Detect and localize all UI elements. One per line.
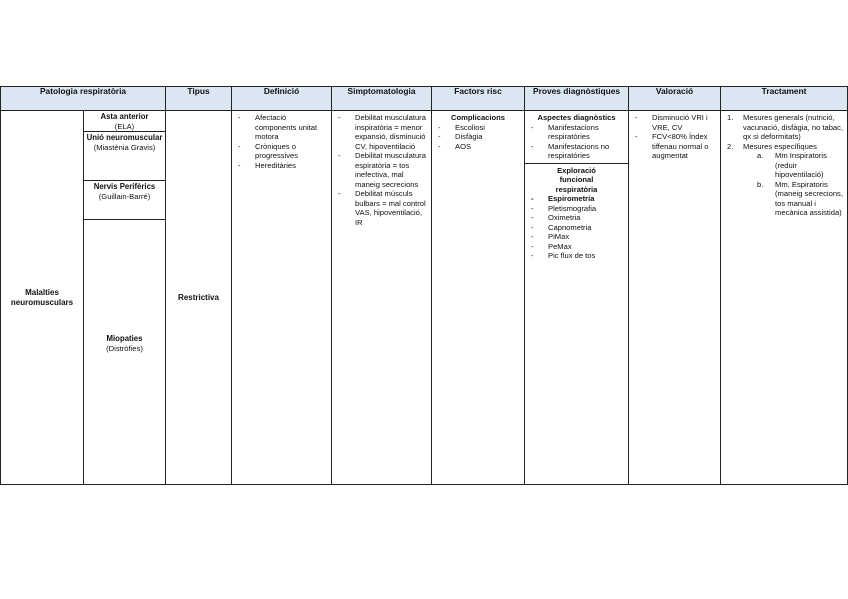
subtype-ela: Asta anterior (ELA) xyxy=(84,111,165,132)
subtypes-cell xyxy=(84,111,166,485)
sub-list xyxy=(721,151,845,218)
simptomatologia-cell xyxy=(332,111,432,485)
table-row xyxy=(1,111,848,485)
header-valoracio: Valoració xyxy=(629,87,721,111)
list-item: - PiMax xyxy=(525,232,628,242)
header-tractament: Tractament xyxy=(721,87,848,111)
aspectes-heading: Aspectes diagnòstics xyxy=(537,113,616,122)
subtype-miastenia: Unió neuromuscular (Miastènia Gravis) xyxy=(84,132,165,181)
pathology-table xyxy=(0,86,848,485)
list-item: 2. Mesures específiques xyxy=(727,141,817,151)
tipus-cell: Restrictiva xyxy=(166,111,232,485)
list-item: - FCV<80% Índex tiffenau normal o augmentat xyxy=(629,132,720,161)
list-item: - Oximetria xyxy=(525,213,628,223)
proves-cell xyxy=(525,111,629,485)
header-row xyxy=(1,87,848,111)
factors-cell xyxy=(432,111,525,485)
header-simptomatologia: Simptomatologia xyxy=(332,87,432,111)
list-item: - Hereditàries xyxy=(232,161,331,171)
header-factors: Factors risc xyxy=(432,87,525,111)
list-item: - AOS xyxy=(432,142,524,152)
list-item: a. Mm Inspiratoris (reduir hipoventilació) xyxy=(757,151,827,179)
list-item: - Escoliosi xyxy=(432,123,524,133)
list-item: - Debilitat musculatura inspiratòria = menor expansió, disminució CV, hipoventilació xyxy=(332,113,431,151)
tractament-cell xyxy=(721,111,848,485)
list-item: 1. Mesures generals (nutrició, vacunació, disfàgia, no tabac, qx si deformitats) xyxy=(727,113,844,141)
pathology-name: Malalties neuromusculars xyxy=(1,111,84,485)
header-proves: Proves diagnòstiques xyxy=(525,87,629,111)
list-item: - Afectació components unitat motora xyxy=(232,113,331,142)
subtype-miopaties: Miopaties (Distròfies) xyxy=(106,334,143,353)
list-item: - Capnometria xyxy=(525,223,628,233)
list-item: b. Mm. Espiratoris (maneig secrecions, tos manual i mecànica assistida) xyxy=(757,179,843,217)
exploracio-heading: Exploració funcional respiratòria xyxy=(555,165,598,194)
subtype-guillain: Nervis Perifèrics (Guillain-Barré) xyxy=(84,181,165,220)
list-item: - Pic flux de tos xyxy=(525,251,628,261)
list-item: - Espirometria xyxy=(525,194,628,204)
header-tipus: Tipus xyxy=(166,87,232,111)
definicio-cell xyxy=(232,111,332,485)
header-definicio: Definició xyxy=(232,87,332,111)
list-item: - PeMax xyxy=(525,242,628,252)
list-item: - Cròniques o progressives xyxy=(232,142,331,161)
list-item: - Debilitat musculatura espiratòria = tos inefectiva, mal maneig secrecions xyxy=(332,151,431,189)
list-item: - Debilitat músculs bulbars = mal control VAS, hipoventilació, IR xyxy=(332,189,431,227)
list-item: - Manifestacions no respiratòries xyxy=(525,142,628,161)
list-item: - Disfàgia xyxy=(432,132,524,142)
list-item: - Pletismografia xyxy=(525,204,628,214)
valoracio-cell xyxy=(629,111,721,485)
list-item: - Disminució VRI i VRE, CV xyxy=(629,113,720,132)
header-patologia: Patologia respiratòria xyxy=(1,87,166,111)
list-item: - Manifestacions respiratòries xyxy=(525,123,628,142)
complicacions-heading: Complicacions xyxy=(451,113,506,122)
divider xyxy=(525,163,628,164)
